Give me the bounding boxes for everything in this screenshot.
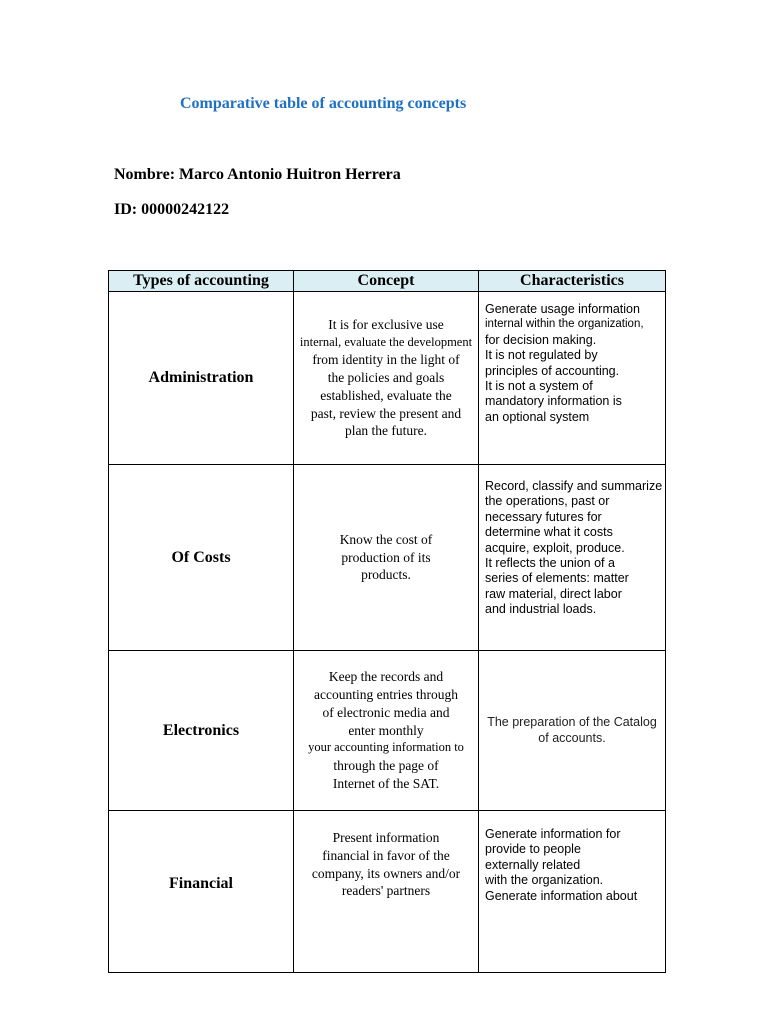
characteristics-line: necessary futures for (485, 509, 602, 524)
characteristics-line: raw material, direct labor (485, 586, 622, 601)
characteristics-line: provide to people (485, 842, 581, 857)
student-id: ID: 00000242122 (114, 201, 230, 218)
concept-line: of electronic media and (322, 704, 450, 720)
table-header-row (109, 271, 666, 292)
characteristics-line: mandatory information is (485, 394, 622, 409)
concept-line: enter monthly (348, 722, 424, 738)
characteristics-line: for decision making. (485, 332, 597, 347)
characteristics-line: series of elements: matter (485, 571, 629, 586)
concept-line: internal, evaluate the development (299, 334, 473, 349)
table-row (109, 651, 666, 811)
concept-cell (294, 465, 479, 651)
characteristics-line: an optional system (485, 409, 590, 424)
concept-line: Internet of the SAT. (332, 775, 440, 791)
header-characteristics: Characteristics (479, 271, 666, 292)
characteristics-line: Generate usage information (485, 302, 640, 316)
header-types: Types of accounting (109, 271, 294, 292)
concept-line: established, evaluate the (320, 387, 452, 403)
table-row (109, 811, 666, 973)
table-row (109, 292, 666, 465)
concept-line: readers' partners (341, 883, 431, 899)
concept-cell (294, 292, 479, 465)
concept-line: through the page of (333, 758, 439, 774)
characteristics-line: acquire, exploit, produce. (485, 540, 625, 555)
concept-line: products. (361, 567, 411, 583)
concept-line: Know the cost of (339, 531, 433, 547)
concept-line: Present information (332, 830, 440, 845)
concept-line: Keep the records and (328, 669, 444, 685)
characteristics-line: Record, classify and summarize (485, 479, 663, 493)
concept-line: your accounting information to (308, 740, 464, 755)
concept-line: financial in favor of the (322, 847, 450, 863)
characteristics-line: principles of accounting. (485, 363, 620, 378)
characteristics-line: It reflects the union of a (485, 556, 615, 571)
comparison-table (108, 270, 666, 973)
characteristics-line: The preparation of the Catalog (487, 715, 657, 730)
characteristics-line: internal within the organization, (485, 318, 644, 331)
type-cell: Electronics (109, 651, 294, 811)
characteristics-cell (479, 465, 666, 651)
type-cell: Of Costs (109, 465, 294, 651)
document-title: Comparative table of accounting concepts (180, 95, 467, 112)
characteristics-cell (479, 292, 666, 465)
characteristics-line: with the organization. (485, 873, 604, 888)
concept-line: accounting entries through (314, 687, 458, 702)
characteristics-line: determine what it costs (485, 525, 613, 540)
student-name: Nombre: Marco Antonio Huitron Herrera (114, 166, 401, 183)
table-row (109, 465, 666, 651)
characteristics-line: It is not regulated by (485, 348, 598, 363)
characteristics-cell (479, 651, 666, 811)
characteristics-line: It is not a system of (485, 379, 593, 394)
header-concept: Concept (294, 271, 479, 292)
concept-line: production of its (341, 549, 431, 565)
characteristics-line: Generate information about (485, 888, 638, 903)
concept-line: the policies and goals (327, 370, 445, 386)
type-cell: Financial (109, 811, 294, 973)
type-cell: Administration (109, 292, 294, 465)
concept-cell (294, 651, 479, 811)
concept-line: company, its owners and/or (311, 865, 461, 881)
characteristics-line: of accounts. (538, 730, 606, 745)
characteristics-line: externally related (485, 857, 581, 872)
concept-line: It is for exclusive use (328, 316, 444, 332)
characteristics-line: and industrial loads. (485, 602, 597, 617)
concept-line: from identity in the light of (312, 352, 460, 368)
characteristics-line: the operations, past or (485, 494, 610, 509)
characteristics-cell (479, 811, 666, 973)
concept-line: past, review the present and (310, 405, 462, 421)
concept-cell (294, 811, 479, 973)
concept-line: plan the future. (344, 423, 428, 439)
characteristics-line: Generate information for (485, 827, 621, 841)
